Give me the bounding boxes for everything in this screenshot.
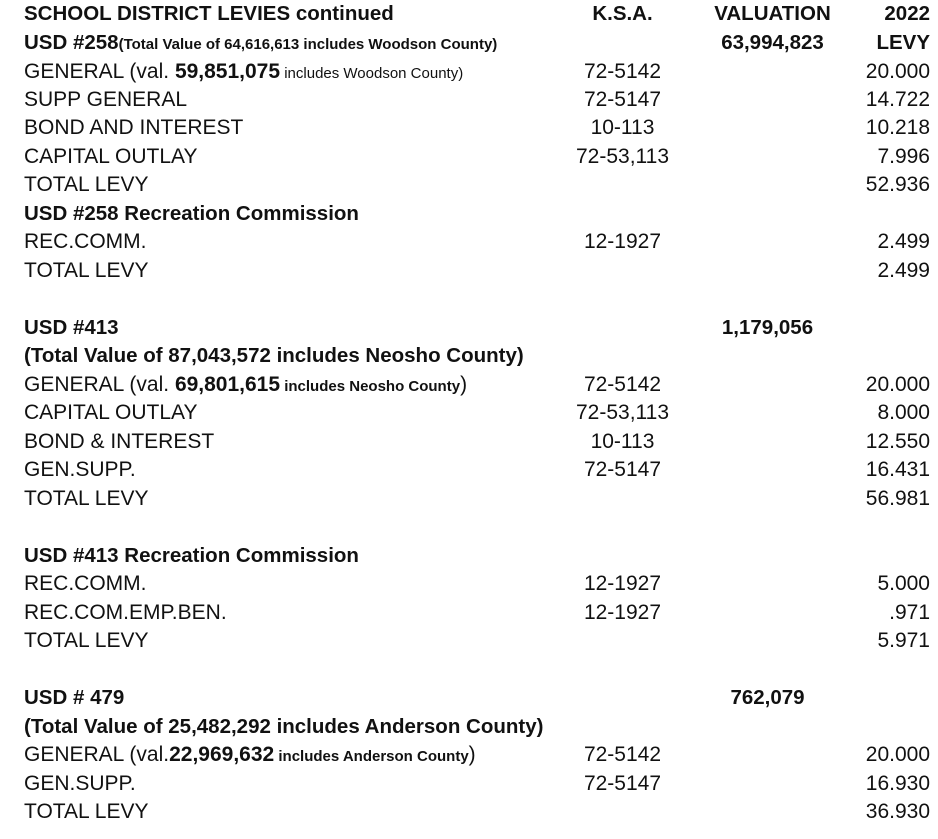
ksa-cell: 12-1927 (583, 601, 662, 624)
total-levy: 36.930 (865, 800, 930, 823)
usd413-general-row (0, 371, 938, 399)
general-note: includes Anderson County (274, 748, 469, 765)
usd258-total-note: (Total Value of 64,616,613 includes Woodson County) (118, 36, 498, 53)
row-label: REC.COM.EMP.BEN. (24, 601, 227, 624)
general-valuation: 69,801,615 (174, 373, 281, 396)
total-label: TOTAL LEVY (24, 487, 149, 510)
usd413-rec-heading: USD #413 Recreation Commission (24, 544, 359, 567)
levy-header: LEVY (876, 31, 930, 54)
table-row (0, 770, 938, 798)
levy-cell: 14.722 (865, 88, 930, 111)
row-label: REC.COMM. (24, 230, 147, 253)
usd413-rec-heading-row (0, 542, 938, 570)
usd258-general-label (24, 58, 463, 88)
table-row (0, 428, 938, 456)
general-label: GENERAL (val. (24, 60, 175, 83)
total-label: TOTAL LEVY (24, 800, 149, 823)
levy-cell: 20.000 (865, 60, 930, 83)
table-row (0, 114, 938, 142)
ksa-header: K.S.A. (592, 2, 653, 25)
total-row (0, 485, 938, 513)
usd413-heading-row (0, 314, 938, 342)
ksa-cell: 72-5142 (583, 373, 662, 396)
row-label: GEN.SUPP. (24, 772, 136, 795)
usd258-heading (24, 29, 497, 59)
general-note: includes Woodson County) (280, 65, 464, 82)
table-row (0, 456, 938, 484)
general-note: includes Neosho County (280, 378, 461, 395)
usd413-valuation: 1,179,056 (721, 316, 814, 339)
usd258-name: USD #258 (24, 31, 119, 54)
usd479-total-note: (Total Value of 25,482,292 includes Anderson County) (24, 715, 544, 738)
general-label: GENERAL (val. (24, 743, 170, 766)
table-row (0, 399, 938, 427)
row-label: CAPITAL OUTLAY (24, 145, 198, 168)
levy-cell: 8.000 (877, 401, 930, 424)
usd258-heading-row (0, 29, 938, 57)
total-label: TOTAL LEVY (24, 259, 149, 282)
general-close: ) (460, 373, 468, 396)
table-row (0, 228, 938, 256)
row-label: REC.COMM. (24, 572, 147, 595)
row-label: GEN.SUPP. (24, 458, 136, 481)
row-label: BOND & INTEREST (24, 430, 215, 453)
usd258-general-row (0, 58, 938, 86)
levy-cell: 2.499 (877, 230, 930, 253)
row-label: SUPP GENERAL (24, 88, 188, 111)
table-row (0, 86, 938, 114)
ksa-cell: 72-53,113 (575, 401, 670, 424)
levy-cell: 16.431 (865, 458, 930, 481)
general-close: ) (468, 743, 476, 766)
levy-cell: .971 (889, 601, 930, 624)
usd258-rec-heading: USD #258 Recreation Commission (24, 202, 359, 225)
usd479-general-row (0, 741, 938, 769)
ksa-cell: 72-53,113 (575, 145, 670, 168)
usd258-rec-heading-row (0, 200, 938, 228)
total-row (0, 627, 938, 655)
general-valuation: 59,851,075 (174, 60, 281, 83)
ksa-cell: 72-5142 (583, 743, 662, 766)
total-levy: 56.981 (865, 487, 930, 510)
row-label: CAPITAL OUTLAY (24, 401, 198, 424)
ksa-cell: 72-5147 (583, 88, 662, 111)
total-row (0, 171, 938, 199)
usd258-valuation: 63,994,823 (721, 31, 824, 54)
ksa-cell: 72-5147 (583, 458, 662, 481)
page-title: SCHOOL DISTRICT LEVIES continued (24, 2, 394, 25)
ksa-cell: 10-113 (590, 116, 655, 139)
table-row (0, 599, 938, 627)
ksa-cell: 72-5147 (583, 772, 662, 795)
levy-cell: 5.000 (877, 572, 930, 595)
usd413-note-row (0, 342, 938, 370)
total-label: TOTAL LEVY (24, 173, 149, 196)
usd413-general-label (24, 371, 467, 401)
total-levy: 52.936 (865, 173, 930, 196)
levy-cell: 7.996 (877, 145, 930, 168)
levy-cell: 20.000 (865, 373, 930, 396)
ksa-cell: 72-5142 (583, 60, 662, 83)
usd479-valuation: 762,079 (730, 686, 805, 709)
total-label: TOTAL LEVY (24, 629, 149, 652)
general-valuation: 22,969,632 (169, 743, 275, 766)
usd479-note-row (0, 713, 938, 741)
year-header: 2022 (884, 2, 930, 25)
usd479-heading-row (0, 684, 938, 712)
total-row (0, 798, 938, 826)
ksa-cell: 12-1927 (583, 572, 662, 595)
levy-cell: 16.930 (865, 772, 930, 795)
levy-cell: 12.550 (865, 430, 930, 453)
total-levy: 5.971 (877, 629, 930, 652)
row-label: BOND AND INTEREST (24, 116, 244, 139)
table-row (0, 143, 938, 171)
usd479-general-label (24, 741, 476, 771)
valuation-header: VALUATION (714, 2, 831, 25)
total-row (0, 257, 938, 285)
usd479-name: USD # 479 (24, 686, 125, 709)
table-row (0, 570, 938, 598)
header-row (0, 0, 938, 28)
general-label: GENERAL (val. (24, 373, 175, 396)
levy-cell: 10.218 (865, 116, 930, 139)
usd413-total-note: (Total Value of 87,043,572 includes Neosho County) (24, 344, 524, 367)
ksa-cell: 10-113 (590, 430, 655, 453)
usd413-name: USD #413 (24, 316, 119, 339)
ksa-cell: 12-1927 (583, 230, 662, 253)
levy-cell: 20.000 (865, 743, 930, 766)
total-levy: 2.499 (877, 259, 930, 282)
